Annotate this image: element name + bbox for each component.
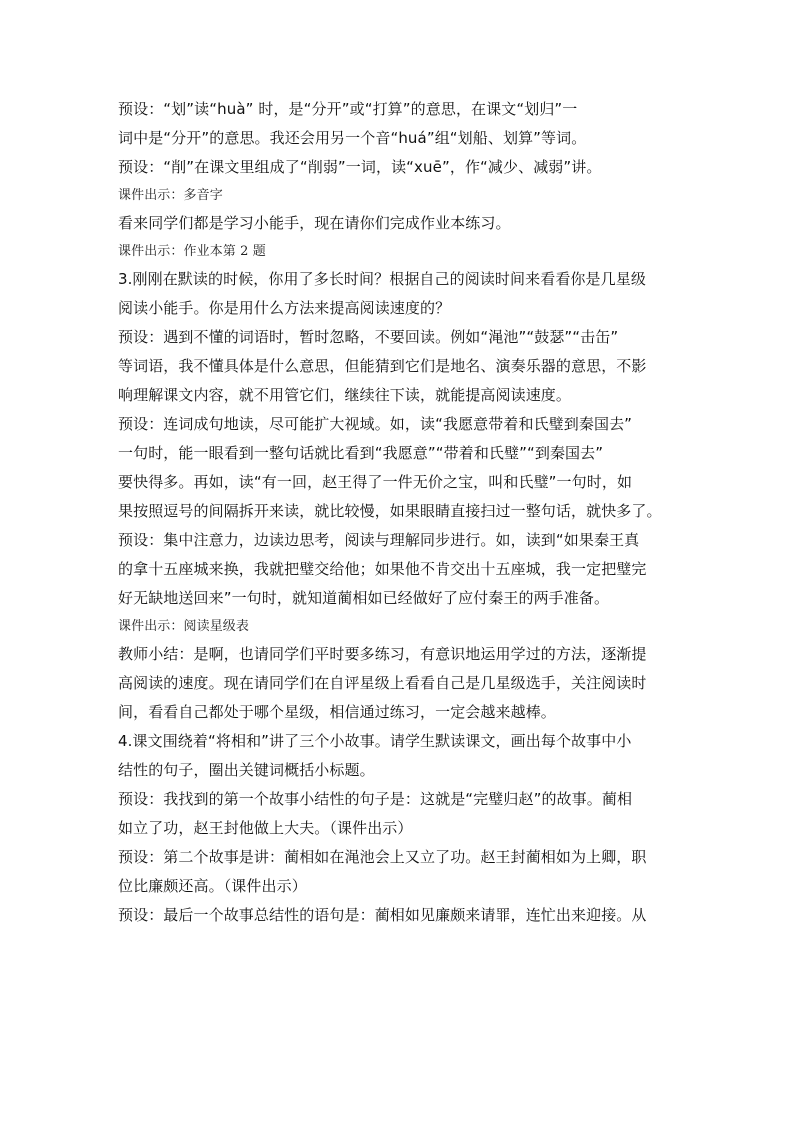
text-line: 好无缺地送回来”一句时，就知道蔺相如已经做好了应付秦王的两手准备。 <box>118 589 610 607</box>
text-line: 果按照逗号的间隔拆开来读，就比较慢，如果眼睛直接扫过一整句话，就快多了。 <box>118 502 662 520</box>
text-line: 预设：“削”在课文里组成了“削弱”一词，读“xuē”，作“减少、减弱”讲。 <box>118 158 602 176</box>
text-line: 阅读小能手。你是用什么方法来提高阅读速度的？ <box>118 299 451 317</box>
text-line: 3.刚刚在默读的时候，你用了多长时间？根据自己的阅读时间来看看你是几星级 <box>118 270 646 288</box>
text-line: 预设：我找到的第一个故事小结性的句子是：这就是“完璧归赵”的故事。蔺相 <box>118 790 633 808</box>
text-line: 教师小结：是啊，也请同学们平时要多练习，有意识地运用学过的方法，逐渐提 <box>118 645 647 663</box>
text-line: 预设：连词成句地读，尽可能扩大视域。如，读“我愿意带着和氏璧到秦国去” <box>118 415 633 433</box>
text-line: 的拿十五座城来换，我就把璧交给他；如果他不肯交出十五座城，我一定把璧完 <box>118 560 647 578</box>
text-line: 预设：“划”读“huà” 时，是“分开”或“打算”的意思，在课文“划归”一 <box>118 100 578 118</box>
text-line: 要快得多。再如，读“有一回，赵王得了一件无价之宝，叫和氏璧”一句时，如 <box>118 473 633 491</box>
text-line: 响理解课文内容，就不用管它们，继续往下读，就能提高阅读速度。 <box>118 386 572 404</box>
slide-note: 课件出示：阅读星级表 <box>118 619 250 634</box>
text-line: 间，看看自己都处于哪个星级，相信通过练习，一定会越来越棒。 <box>118 703 556 721</box>
text-line: 预设：遇到不懂的词语时，暂时忽略，不要回读。例如“渑池”“鼓瑟”“击缶” <box>118 328 619 346</box>
text-line: 等词语，我不懂具体是什么意思，但能猜到它们是地名、演奏乐器的意思，不影 <box>118 357 647 375</box>
text-line: 一句时，能一眼看到一整句话就比看到“我愿意”“带着和氏璧”“到秦国去” <box>118 444 604 462</box>
text-line: 高阅读的速度。现在请同学们在自评星级上看看自己是几星级选手，关注阅读时 <box>118 674 647 692</box>
text-line: 看来同学们都是学习小能手，现在请你们完成作业本练习。 <box>118 214 511 232</box>
text-line: 词中是“分开”的意思。我还会用另一个音“huá”组“划船、划算”等词。 <box>118 129 587 147</box>
slide-note: 课件出示：多音字 <box>118 188 223 203</box>
text-line: 预设：第二个故事是讲：蔺相如在渑池会上又立了功。赵王封蔺相如为上卿，职 <box>118 848 647 866</box>
text-line: 预设：最后一个故事总结性的语句是：蔺相如见廉颇来请罪，连忙出来迎接。从 <box>118 906 647 924</box>
slide-note: 课件出示：作业本第 2 题 <box>118 244 266 259</box>
text-line: 4.课文围绕着“将相和”讲了三个小故事。请学生默读课文，画出每个故事中小 <box>118 732 632 750</box>
text-line: 如立了功，赵王封他做上大夫。（课件出示） <box>118 819 413 837</box>
document-body <box>118 95 682 930</box>
text-line: 结性的句子，圈出关键词概括小标题。 <box>118 761 375 779</box>
text-line: 预设：集中注意力，边读边思考，阅读与理解同步进行。如，读到“如果秦王真 <box>118 531 640 549</box>
text-line: 位比廉颇还高。（课件出示） <box>118 877 307 895</box>
